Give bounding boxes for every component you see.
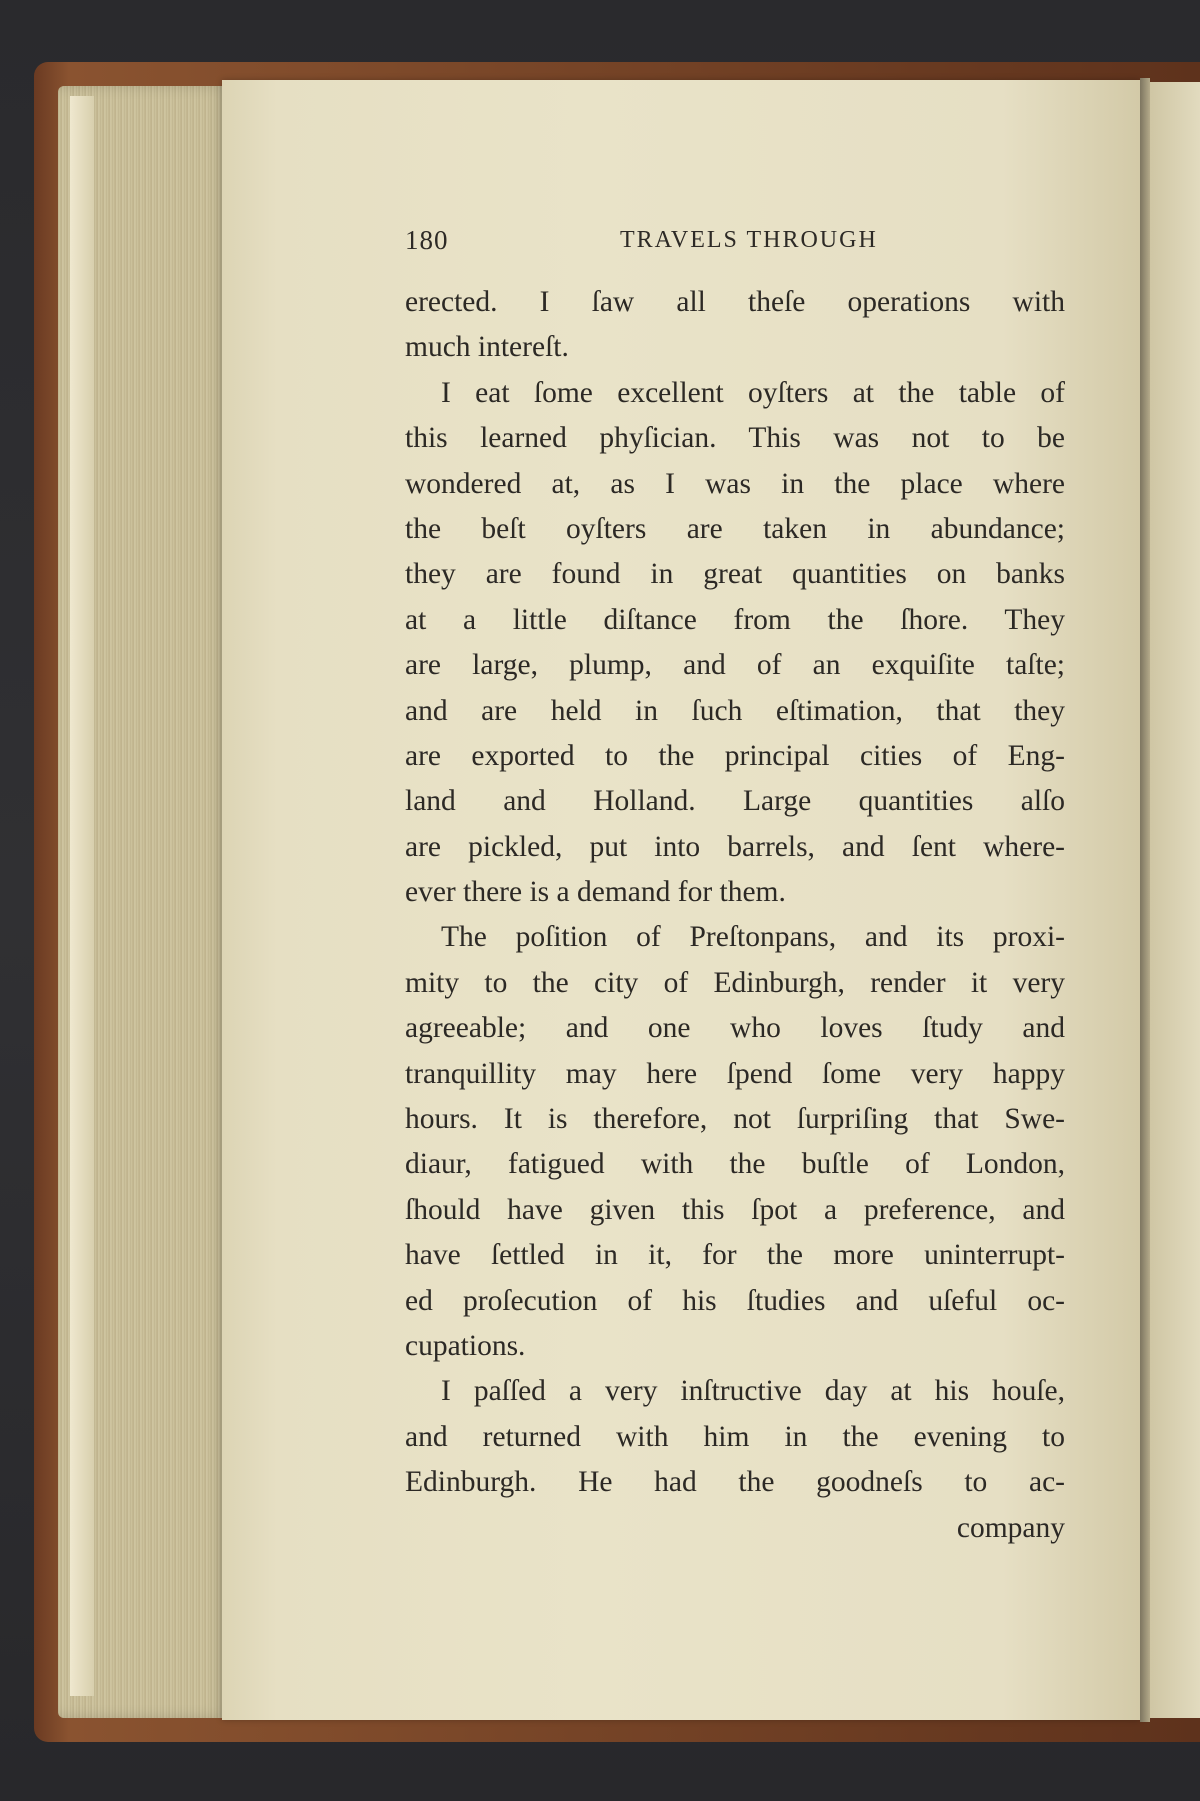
text-line: land and Holland. Large quantities alſo xyxy=(405,785,1065,818)
text-line: erected. I ſaw all theſe operations with xyxy=(405,286,1065,318)
text-line: are large, plump, and of an exquiſite taſte; xyxy=(405,649,1065,682)
book-gutter xyxy=(1140,78,1150,1722)
text-line: and are held in ſuch eſtimation, that they xyxy=(405,694,1065,727)
text-line: much intereſt. xyxy=(405,331,569,364)
text-line: at a little diſtance from the ſhore. They xyxy=(405,603,1065,636)
text-line: are exported to the principal cities of Eng- xyxy=(405,739,1065,772)
text-line: wondered at, as I was in the place where xyxy=(405,467,1065,500)
text-line: ever there is a demand for them. xyxy=(405,876,786,909)
text-line: agreeable; and one who loves ſtudy and xyxy=(405,1012,1065,1045)
text-line: Edinburgh. He had the goodneſs to ac- xyxy=(405,1466,1065,1499)
page-block-edge xyxy=(58,86,230,1718)
text-line: mity to the city of Edinburgh, render it very xyxy=(405,966,1065,999)
text-line: are pickled, put into barrels, and ſent where- xyxy=(405,830,1065,863)
text-line: this learned phyſician. This was not to be xyxy=(405,422,1065,455)
text-line: I eat ſome excellent oyſters at the table of xyxy=(441,376,1065,409)
catchword: company xyxy=(956,1511,1065,1544)
text-line: I paſſed a very inſtructive day at his houſe, xyxy=(441,1375,1065,1408)
text-line: they are found in great quantities on banks xyxy=(405,558,1065,591)
text-line: cupations. xyxy=(405,1329,526,1362)
facing-page-edge xyxy=(1150,82,1200,1718)
text-line: The poſition of Preſtonpans, and its proxi- xyxy=(441,921,1065,954)
body-text xyxy=(405,280,1065,1551)
text-line: have ſettled in it, for the more uninterrupt- xyxy=(405,1239,1065,1272)
text-line: the beſt oyſters are taken in abundance; xyxy=(405,512,1065,545)
text-line: ed proſecution of his ſtudies and uſeful oc- xyxy=(405,1284,1065,1317)
text-line: tranquillity may here ſpend ſome very happy xyxy=(405,1057,1065,1090)
text-line: ſhould have given this ſpot a preference, and xyxy=(405,1193,1065,1226)
page-number: 180 xyxy=(405,225,449,255)
text-line: diaur, fatigued with the buſtle of London, xyxy=(405,1148,1065,1181)
text-line: hours. It is therefore, not ſurpriſing that Swe- xyxy=(405,1103,1065,1136)
running-title: TRAVELS THROUGH xyxy=(620,227,878,253)
running-head xyxy=(405,225,1065,265)
text-line: and returned with him in the evening to xyxy=(405,1420,1065,1453)
